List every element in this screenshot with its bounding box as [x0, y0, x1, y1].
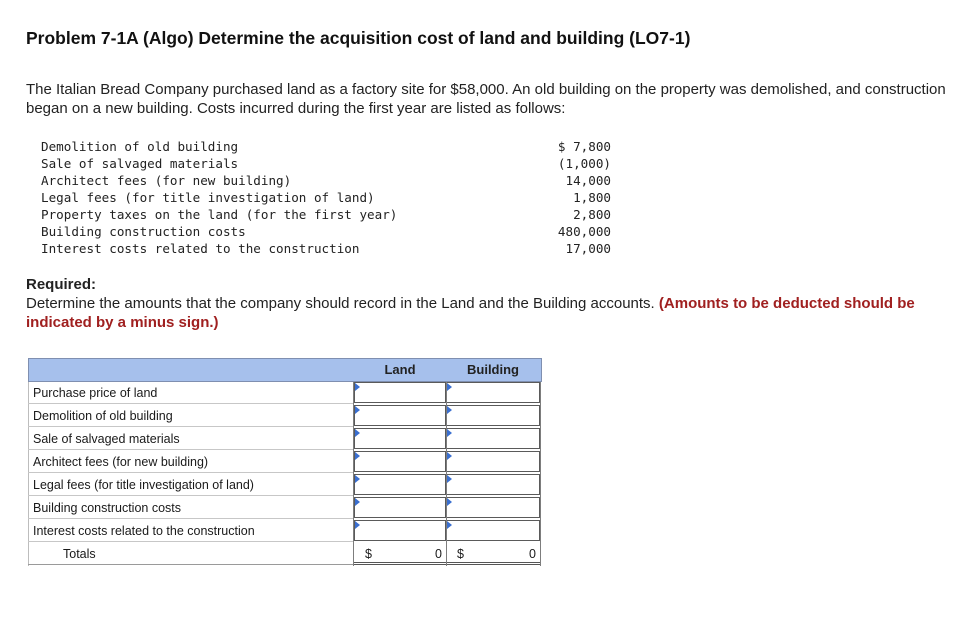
land-input-legal-fees[interactable]: [354, 474, 446, 495]
cost-amount: 1,800: [573, 190, 611, 205]
row-label: Building construction costs: [28, 497, 353, 519]
cost-amount: (1,000): [557, 156, 611, 171]
row-label: Demolition of old building: [28, 405, 353, 427]
cost-label: Sale of salvaged materials: [41, 156, 239, 171]
required-label: Required:: [26, 276, 97, 293]
cost-amount: 17,000: [565, 241, 611, 256]
cost-list: [41, 138, 611, 257]
cost-row: [41, 240, 611, 257]
land-input-construction-costs[interactable]: [354, 497, 446, 518]
land-input-demolition[interactable]: [354, 405, 446, 426]
row-label: Architect fees (for new building): [28, 451, 353, 473]
building-input-interest-costs[interactable]: [446, 520, 540, 541]
land-input-purchase-price[interactable]: [354, 382, 446, 403]
cost-amount: 14,000: [565, 173, 611, 188]
cost-label: Demolition of old building: [41, 139, 239, 154]
required-note: (Amounts to be deducted should be indicated by a minus sign.): [26, 295, 915, 331]
building-total: [446, 543, 540, 565]
land-input-salvage[interactable]: [354, 428, 446, 449]
land-input-architect-fees[interactable]: [354, 451, 446, 472]
row-label: Purchase price of land: [28, 382, 353, 404]
building-input-demolition[interactable]: [446, 405, 540, 426]
cost-row: [41, 206, 611, 223]
land-total-value: 0: [435, 547, 442, 561]
cost-amount: 480,000: [557, 224, 611, 239]
cost-label: Architect fees (for new building): [41, 173, 292, 188]
cost-label: Legal fees (for title investigation of land): [41, 190, 375, 205]
building-input-architect-fees[interactable]: [446, 451, 540, 472]
cost-row: [41, 189, 611, 206]
land-input-interest-costs[interactable]: [354, 520, 446, 541]
building-total-currency: $: [457, 547, 464, 561]
cost-row: [41, 172, 611, 189]
row-label: Legal fees (for title investigation of land): [28, 474, 353, 496]
problem-title: Problem 7-1A (Algo) Determine the acquisition cost of land and building (LO7-1): [26, 28, 691, 48]
cost-label: Interest costs related to the construction: [41, 241, 360, 256]
building-total-value: 0: [529, 547, 536, 561]
row-label: Sale of salvaged materials: [28, 428, 353, 450]
land-total-currency: $: [365, 547, 372, 561]
building-column-header: Building: [467, 362, 519, 377]
cost-amount: $ 7,800: [557, 139, 611, 154]
answer-worksheet: [28, 358, 542, 566]
cost-row: [41, 155, 611, 172]
required-section: [26, 275, 966, 332]
totals-label: Totals: [28, 543, 353, 565]
column-divider: [540, 382, 541, 566]
problem-intro: The Italian Bread Company purchased land as a factory site for $58,000. An old building on the property was demolished, and construction began on a new building. Costs incurred during the first year are listed as follows:: [26, 81, 946, 117]
required-text: Determine the amounts that the company should record in the Land and the Building accounts.: [26, 295, 659, 312]
row-label: Interest costs related to the construction: [28, 520, 353, 542]
land-total: [354, 543, 446, 565]
cost-row: [41, 223, 611, 240]
building-input-construction-costs[interactable]: [446, 497, 540, 518]
column-divider: [446, 382, 447, 566]
cost-label: Property taxes on the land (for the first year): [41, 207, 398, 222]
land-column-header: Land: [384, 362, 416, 377]
cost-row: [41, 138, 611, 155]
building-input-legal-fees[interactable]: [446, 474, 540, 495]
cost-amount: 2,800: [573, 207, 611, 222]
building-input-salvage[interactable]: [446, 428, 540, 449]
column-divider: [353, 382, 354, 566]
building-input-purchase-price[interactable]: [446, 382, 540, 403]
cost-label: Building construction costs: [41, 224, 246, 239]
